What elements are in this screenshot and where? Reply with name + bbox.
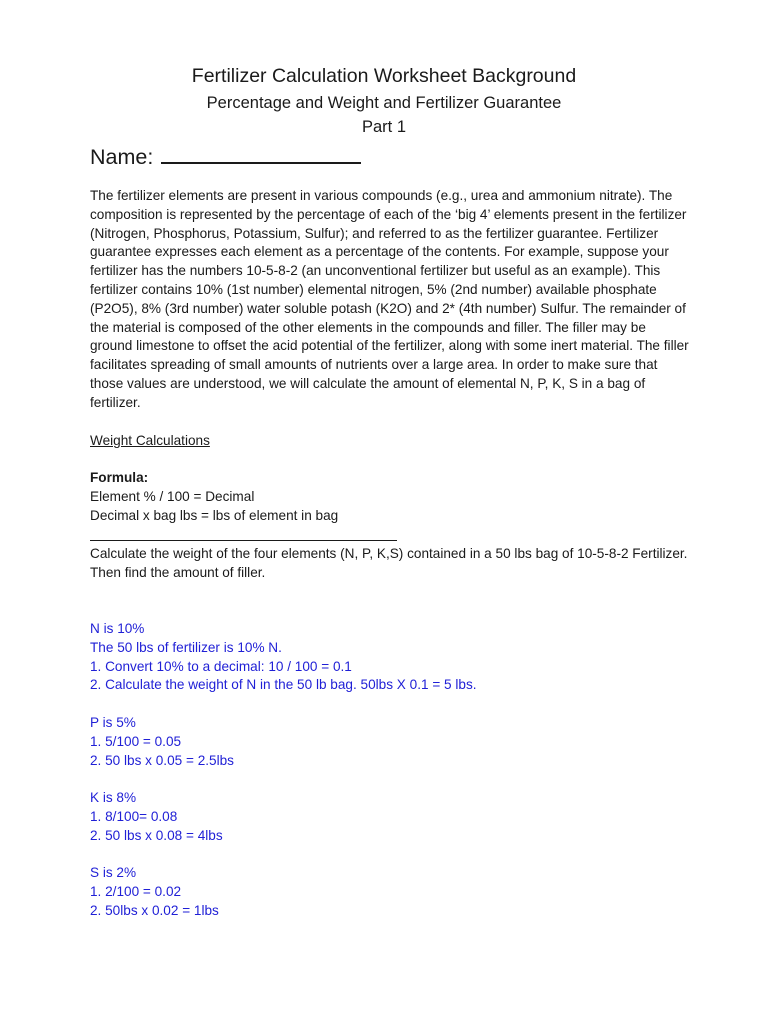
page-subtitle: Percentage and Weight and Fertilizer Guarantee <box>206 94 562 112</box>
answer-line: The 50 lbs of fertilizer is 10% N. <box>90 639 282 655</box>
answer-line: S is 2% <box>90 865 137 881</box>
answer-group-s <box>90 864 477 920</box>
answer-line: 2. 50 lbs x 0.08 = 4lbs <box>90 827 223 843</box>
answer-line: 1. Convert 10% to a decimal: 10 / 100 = 0.1 <box>90 658 352 674</box>
name-field-row <box>90 141 361 171</box>
name-blank-line <box>161 141 361 164</box>
name-label: Name: <box>90 145 154 169</box>
answer-group-k <box>90 789 477 845</box>
answer-line: 2. 50 lbs x 0.05 = 2.5lbs <box>90 752 234 768</box>
answer-line: P is 5% <box>90 714 136 730</box>
part-label: Part 1 <box>361 118 407 136</box>
formula-line-1: Element % / 100 = Decimal <box>90 488 255 504</box>
answer-group-n <box>90 620 477 695</box>
answer-line: N is 10% <box>90 621 145 636</box>
formula-label: Formula: <box>90 470 149 485</box>
intro-paragraph: The fertilizer elements are present in various compounds (e.g., urea and ammonium nitrate). The composition is represented by the percentage of each of the ‘big 4’ elements present in the fertilizer (Nitrogen, Phosphorus, Potassium, Sulfur); and referred to as the fertilizer guarantee. Fertilizer guarantee expresses each element as a percentage of the contents. For example, suppose your fertilizer has the numbers 10-5-8-2 (an unconventional fertilizer but useful as an example). This fertilizer contains 10% (1st number) elemental nitrogen, 5% (2nd number) available phosphate (P2O5), 8% (3rd number) water soluble potash (K2O) and 2* (4th number) Sulfur. The remainder of the material is composed of the other elements in the compounds and filler. The filler may be ground limestone to offset the acid potential of the fertilizer, along with some inert material. The filler facilitates spreading of small amounts of nutrients over a large area. In order to make sure that those values are understood, we will calculate the amount of elemental N, P, K, S in a bag of fertilizer. <box>90 188 689 410</box>
page-title: Fertilizer Calculation Worksheet Background <box>191 65 577 87</box>
answer-line: 2. Calculate the weight of N in the 50 lb bag. 50lbs X 0.1 = 5 lbs. <box>90 677 477 693</box>
answer-group-p <box>90 714 477 770</box>
task-paragraph: Calculate the weight of the four elements (N, P, K,S) contained in a 50 lbs bag of 10-5-8-2 Fertilizer. Then find the amount of filler. <box>90 546 688 580</box>
formula-block <box>90 469 338 525</box>
divider-line <box>90 540 397 541</box>
answer-line: 2. 50lbs x 0.02 = 1lbs <box>90 902 219 918</box>
answer-line: 1. 5/100 = 0.05 <box>90 733 182 749</box>
answer-line: 1. 8/100= 0.08 <box>90 808 178 824</box>
answer-line: K is 8% <box>90 790 137 806</box>
formula-line-2: Decimal x bag lbs = lbs of element in bag <box>90 507 339 523</box>
weight-calculations-heading: Weight Calculations <box>90 433 210 448</box>
answer-section <box>90 620 477 940</box>
answer-line: 1. 2/100 = 0.02 <box>90 884 182 900</box>
